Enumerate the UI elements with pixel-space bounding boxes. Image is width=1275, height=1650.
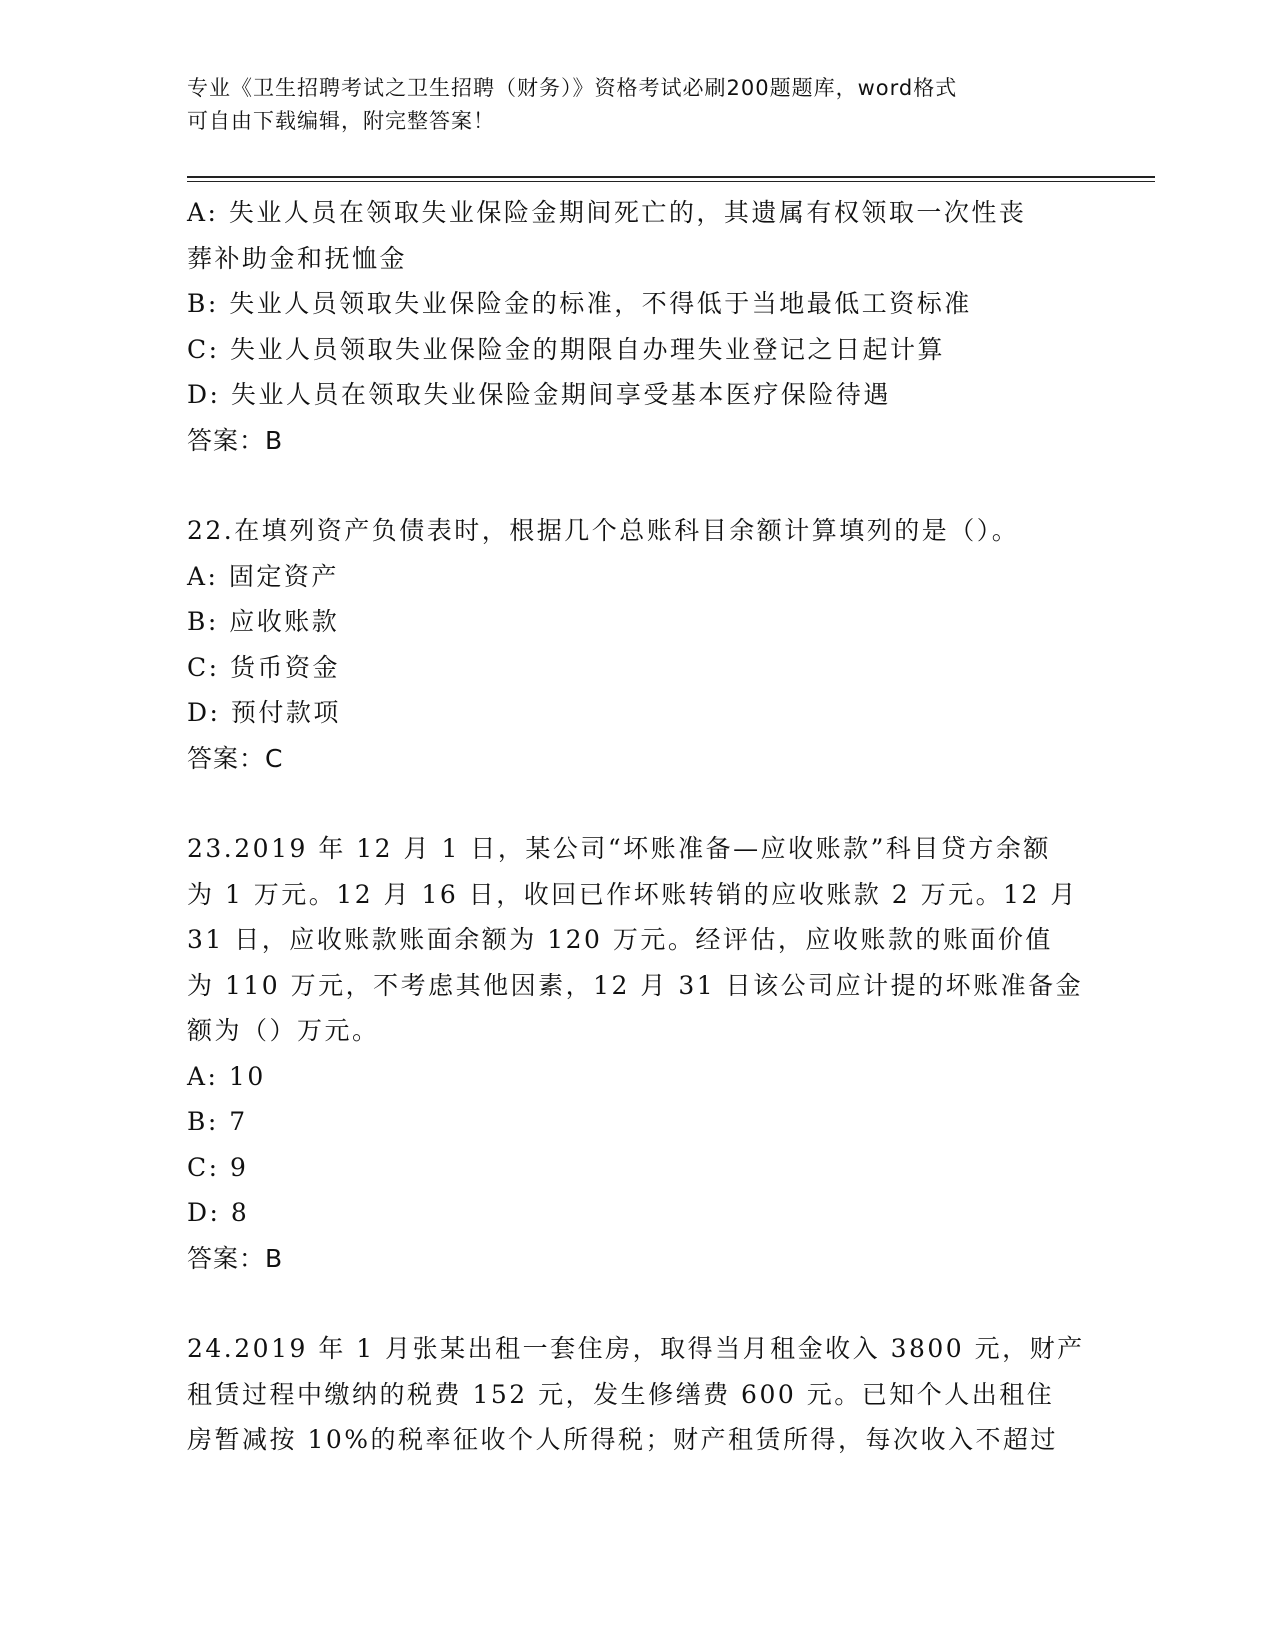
question-23 xyxy=(187,826,1087,1281)
question-stem-line-2: 为 1 万元。12 月 16 日，收回已作坏账转销的应收账款 2 万元。12 月 xyxy=(187,879,1078,909)
spacer xyxy=(187,781,1087,826)
question-stem-line-5: 额为（）万元。 xyxy=(187,1016,380,1045)
question-stem-line-1: 23.2019 年 12 月 1 日，某公司“坏账准备—应收账款”科目贷方余额 xyxy=(187,834,1051,863)
option-a-continued: 葬补助金和抚恤金 xyxy=(187,243,408,273)
option-a: A: 10 xyxy=(187,1061,266,1091)
option-a: A: 固定资产 xyxy=(187,561,339,591)
question-22 xyxy=(187,508,1087,781)
answer: 答案：B xyxy=(187,425,284,455)
option-b: B: 7 xyxy=(187,1107,248,1136)
header-line-1: 专业《卫生招聘考试之卫生招聘（财务）》资格考试必刷200题题库，word格式 xyxy=(187,76,958,100)
question-stem-line-3: 房暂减按 10%的税率征收个人所得税；财产租赁所得，每次收入不超过 xyxy=(187,1425,1059,1454)
question-stem: 22.在填列资产负债表时，根据几个总账科目余额计算填列的是（）。 xyxy=(187,516,1020,545)
spacer xyxy=(187,1281,1087,1326)
option-c: C: 失业人员领取失业保险金的期限自办理失业登记之日起计算 xyxy=(187,334,946,364)
document-header xyxy=(187,72,1087,138)
header-line-2: 可自由下载编辑，附完整答案！ xyxy=(187,109,495,133)
spacer xyxy=(187,463,1087,508)
option-d: D: 预付款项 xyxy=(187,698,341,727)
option-d: D: 失业人员在领取失业保险金期间享受基本医疗保险待遇 xyxy=(187,380,891,409)
question-24 xyxy=(187,1326,1087,1463)
question-stem-line-3: 31 日，应收账款账面余额为 120 万元。经评估，应收账款的账面价值 xyxy=(187,925,1053,954)
option-c: C: 货币资金 xyxy=(187,652,340,682)
question-stem-line-2: 租赁过程中缴纳的税费 152 元，发生修缮费 600 元。已知个人出租住 xyxy=(187,1379,1055,1409)
option-a: A: 失业人员在领取失业保险金期间死亡的，其遗属有权领取一次性丧 xyxy=(187,198,1027,227)
option-d: D: 8 xyxy=(187,1198,250,1227)
header-rule-thin xyxy=(187,181,1155,182)
question-stem-line-4: 为 110 万元，不考虑其他因素，12 月 31 日该公司应计提的坏账准备金 xyxy=(187,970,1084,1000)
question-21 xyxy=(187,190,1087,463)
question-content xyxy=(187,190,1087,1463)
option-b: B: 失业人员领取失业保险金的标准，不得低于当地最低工资标准 xyxy=(187,289,972,318)
answer: 答案：B xyxy=(187,1243,284,1273)
question-stem-line-1: 24.2019 年 1 月张某出租一套住房，取得当月租金收入 3800 元，财产 xyxy=(187,1334,1085,1363)
header-rule-thick xyxy=(187,176,1155,178)
option-c: C: 9 xyxy=(187,1152,249,1182)
option-b: B: 应收账款 xyxy=(187,607,340,636)
answer: 答案：C xyxy=(187,743,284,773)
